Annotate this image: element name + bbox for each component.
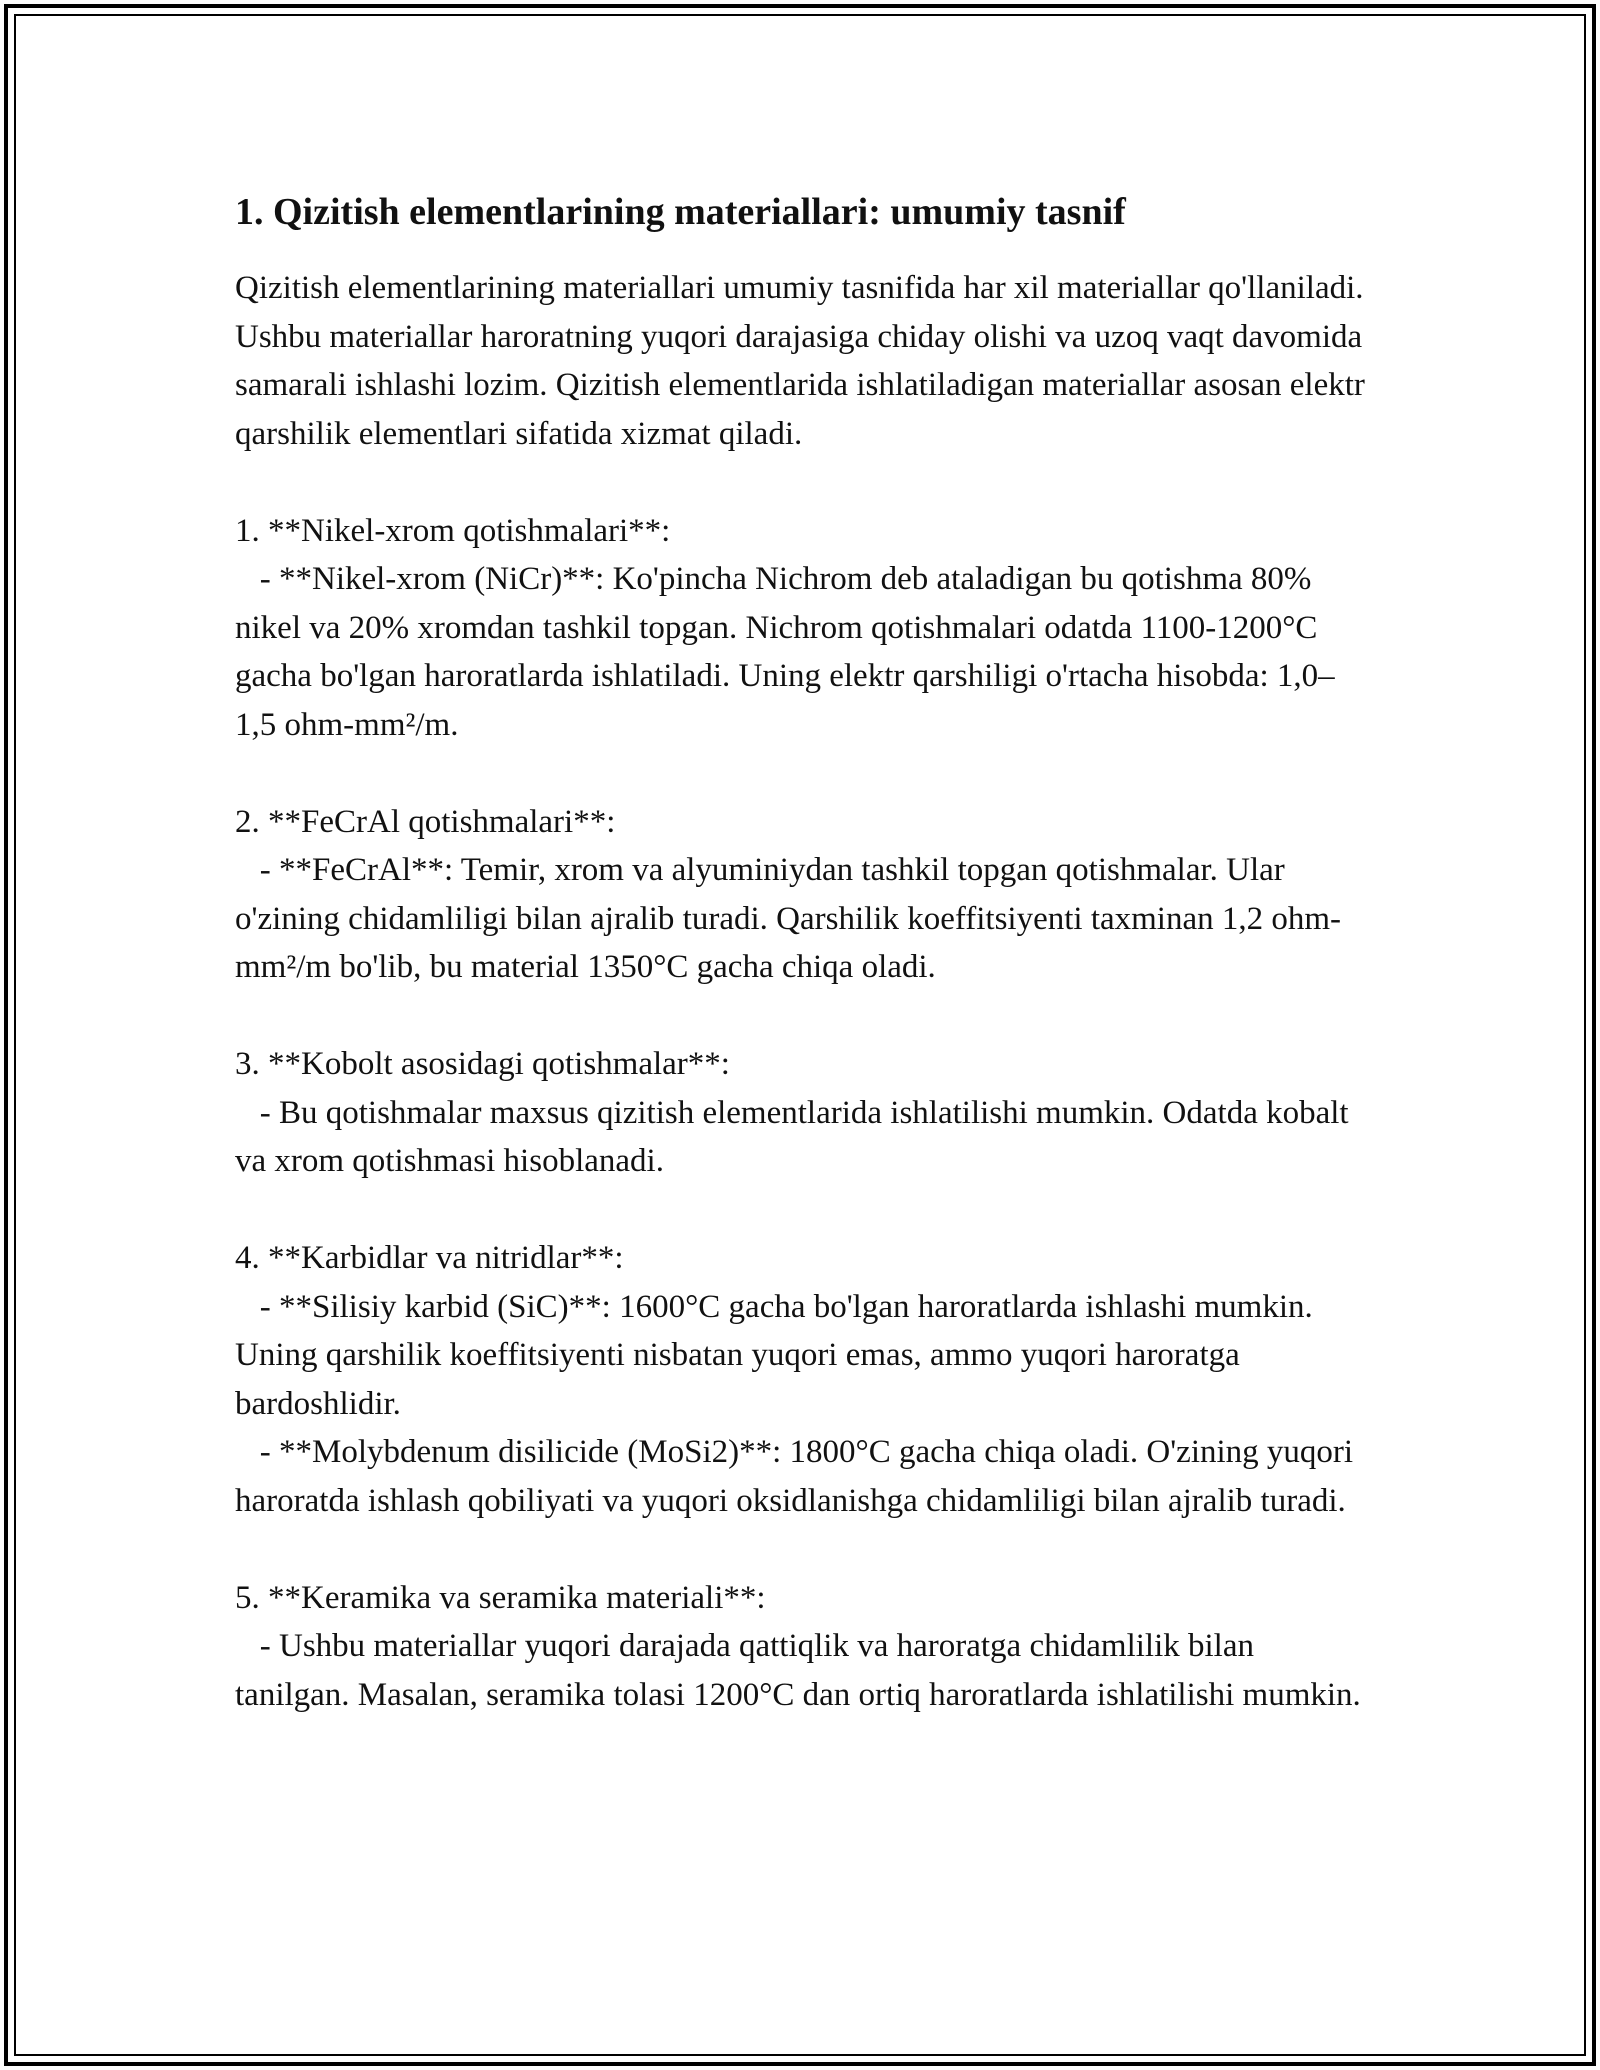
section-heading: 4. **Karbidlar va nitridlar**: bbox=[235, 1240, 624, 1276]
section-item: - **Silisiy karbid (SiC)**: 1600°C gacha bo'lgan haroratlarda ishlashi mumkin. Uning qarshilik koeffitsiyenti nisbatan yuqori emas, ammo yuqori haroratga bardoshlidir. bbox=[235, 1288, 1321, 1422]
section-2 bbox=[235, 798, 1375, 992]
page-title: 1. Qizitish elementlarining materiallari: umumiy tasnif bbox=[235, 191, 1126, 233]
section-heading: 5. **Keramika va seramika materiali**: bbox=[235, 1579, 766, 1616]
section-item: - **Nikel-xrom (NiCr)**: Ko'pincha Nichrom deb ataladigan bu qotishma 80% nikel va 20% xromdan tashkil topgan. Nichrom qotishmalari odatda 1100-1200°C gacha bo'lgan haroratlarda ishlatiladi. Uning elektr qarshiligi o'rtacha hisobda: 1,0–1,5 ohm-mm²/m. bbox=[235, 561, 1335, 743]
spacer bbox=[235, 1186, 1375, 1235]
spacer bbox=[235, 992, 1375, 1041]
section-1 bbox=[235, 507, 1375, 750]
section-4 bbox=[235, 1234, 1375, 1525]
spacer bbox=[235, 749, 1375, 798]
section-item: - **Molybdenum disilicide (MoSi2)**: 1800°C gacha chiqa oladi. O'zining yuqori haroratda ishlash qobiliyati va yuqori oksidlanishga chidamliligi bilan ajralib turadi. bbox=[235, 1434, 1362, 1519]
section-heading: 3. **Kobolt asosidagi qotishmalar**: bbox=[235, 1046, 730, 1082]
section-heading: 1. **Nikel-xrom qotishmalari**: bbox=[235, 512, 671, 549]
section-item: - Ushbu materiallar yuqori darajada qattiqlik va haroratga chidamlilik bilan tanilgan. Masalan, seramika tolasi 1200°C dan ortiq haroratlarda ishlatilishi mumkin. bbox=[235, 1628, 1361, 1713]
document-body bbox=[235, 186, 1375, 1719]
spacer bbox=[235, 1525, 1375, 1574]
section-3 bbox=[235, 1040, 1375, 1186]
section-heading: 2. **FeCrAl qotishmalari**: bbox=[235, 803, 616, 840]
section-item: - **FeCrAl**: Temir, xrom va alyuminiydan tashkil topgan qotishmalar. Ular o'zining chidamliligi bilan ajralib turadi. Qarshilik koeffitsiyenti taxminan 1,2 ohm-mm²/m bo'lib, bu material 1350°C gacha chiqa oladi. bbox=[235, 852, 1342, 985]
section-item: - Bu qotishmalar maxsus qizitish elementlarida ishlatilishi mumkin. Odatda kobalt va xrom qotishmasi hisoblanadi. bbox=[235, 1094, 1357, 1179]
spacer bbox=[235, 458, 1375, 507]
section-5 bbox=[235, 1574, 1375, 1720]
intro-paragraph: Qizitish elementlarining materiallari umumiy tasnifida har xil materiallar qo'llaniladi. Ushbu materiallar haroratning yuqori darajasiga chiday olishi va uzoq vaqt davomida samarali ishlashi lozim. Qizitish elementlarida ishlatiladigan materiallar asosan elektr qarshilik elementlari sifatida xizmat qiladi. bbox=[235, 270, 1374, 452]
